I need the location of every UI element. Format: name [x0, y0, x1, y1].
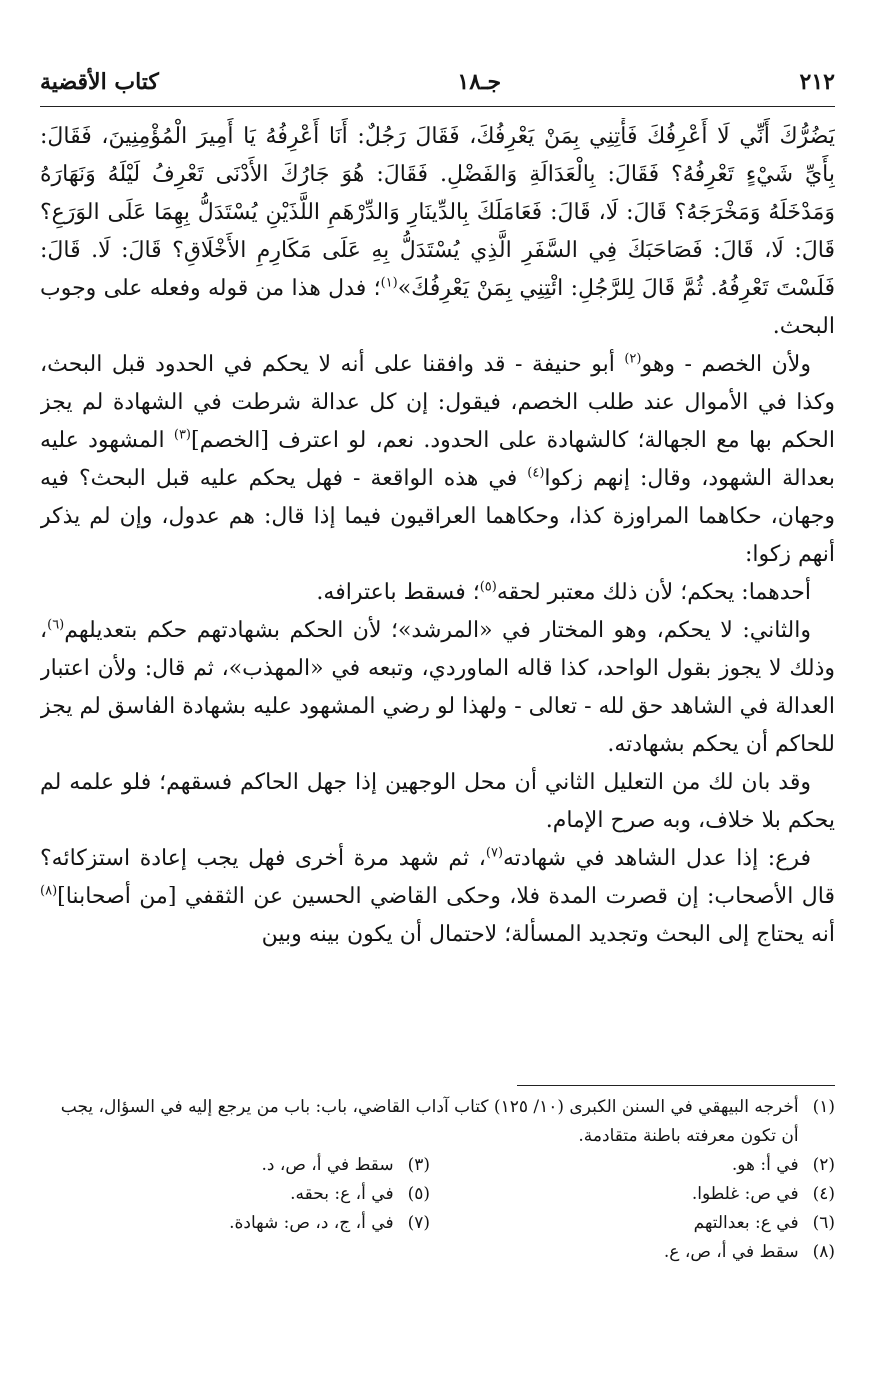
- footnote-text: أخرجه البيهقي في السنن الكبرى (١٠/ ١٢٥) كتاب آداب القاضي، باب: باب من يرجع إليه في السؤال، يجب أن تكون معرفته باطنة متقادمة.: [60, 1097, 799, 1146]
- running-header: [40, 58, 835, 107]
- paragraph-text: أبو حنيفة - قد وافقنا على أنه لا يحكم في الحدود قبل البحث، وكذا في الأموال عند طلب الخصم، فيقول: إن كل عدالة شرطت في الشهادة لم يجز الحكم بها مع الجهالة؛ كالشهادة على الحدود. نعم، لو اعترف [الخصم]: [40, 352, 835, 453]
- footnote-ref: (٦): [47, 617, 65, 633]
- hadith-text: يَضُرُّكَ أَنِّي لَا أَعْرِفُكَ فَأْتِنِي بِمَنْ يَعْرِفُكَ، فَقَالَ رَجُلٌ: أَنَا أَعْرِفُهُ يَا أَمِيرَ الْمُؤْمِنِينَ، فَقَالَ: بِأَيِّ شَيْءٍ تَعْرِفُهُ؟ فَقَالَ: بِالْعَدَالَةِ وَالفَضْلِ. فَقَالَ: هُوَ جَارُكَ الأَدْنَى تَعْرِفُ لَيْلَهُ وَنَهَارَهُ وَمَدْخَلَهُ وَمَخْرَجَهُ؟ قَالَ: لَا، قَالَ: فَعَامَلَكَ بِالدِّينَارِ وَالدِّرْهَمِ اللَّذَيْنِ يُسْتَدَلُّ بِهِمَا عَلَى الوَرَعِ؟ قَالَ: لَا، قَالَ: فَصَاحَبَكَ فِي السَّفَرِ الَّذِي يُسْتَدَلُّ بِهِ عَلَى مَكَارِمِ الأَخْلَاقِ؟ قَالَ: لَا. قَالَ: فَلَسْتَ تَعْرِفُهُ. ثُمَّ قَالَ لِلرَّجُلِ: ائْتِنِي بِمَنْ يَعْرِفُكَ»: [40, 124, 835, 301]
- paragraph-text: ؛ فسقط باعترافه.: [316, 580, 480, 605]
- footnote-1: [40, 1093, 835, 1151]
- footnote-7: [40, 1209, 430, 1238]
- footnote-number: (٣): [407, 1155, 430, 1175]
- footnote-4: [440, 1180, 835, 1209]
- footnote-text: سقط في أ، ص، ع.: [663, 1242, 799, 1262]
- footnote-divider: [517, 1085, 835, 1086]
- footnote-number: (٢): [812, 1155, 835, 1175]
- footnotes: [40, 1093, 835, 1267]
- footnote-ref: (٥): [479, 579, 497, 595]
- paragraph-text: وقد بان لك من التعليل الثاني أن محل الوجهين إذا جهل الحاكم فسقهم؛ فلو علمه لم يحكم بلا خلاف، وبه صرح الإمام.: [40, 770, 835, 833]
- footnote-ref: (٧): [485, 845, 504, 861]
- footnote-8: [440, 1238, 835, 1267]
- paragraph: [40, 612, 835, 764]
- main-text: [40, 118, 835, 1078]
- book-title: كتاب الأقضية: [40, 69, 159, 95]
- footnote-ref: (٤): [527, 465, 545, 481]
- page-number: ٢١٢: [799, 69, 835, 95]
- paragraph-text: فرع: إذا عدل الشاهد في شهادته: [503, 846, 812, 871]
- footnote-2: [440, 1151, 835, 1180]
- paragraph-text: ؛ فدل هذا من قوله وفعله على وجوب البحث.: [40, 276, 835, 339]
- footnote-text: في أ: هو.: [731, 1155, 799, 1175]
- footnote-ref: (٢): [624, 351, 642, 367]
- footnote-number: (٧): [407, 1213, 430, 1233]
- paragraph: [40, 840, 835, 954]
- footnote-number: (٤): [812, 1184, 835, 1204]
- volume-label: جـ١٨: [457, 69, 502, 95]
- paragraph-text: ، وذلك لا يجوز بقول الواحد، كذا قاله الماوردي، وتبعه في «المهذب»، ثم قال: ولأن اعتبار العدالة في الشاهد حق لله - تعالى - ولهذا لو رضي المشهود عليه بشهادة الفاسق لم يجز للحاكم أن يحكم بشهادته.: [40, 618, 835, 757]
- footnote-text: في ص: غلطوا.: [691, 1184, 799, 1204]
- footnote-6: [440, 1209, 835, 1238]
- footnote-5: [40, 1180, 430, 1209]
- paragraph-text: المشهود عليه بعدالة الشهود، وقال: إنهم زكوا: [40, 428, 835, 491]
- paragraph-text: أنه يحتاج إلى البحث وتجديد المسألة؛ لاحتمال أن يكون بينه وبين: [261, 922, 835, 947]
- paragraph-text: ولأن الخصم - وهو: [641, 352, 811, 377]
- paragraph: [40, 118, 835, 346]
- footnote-number: (٥): [407, 1184, 430, 1204]
- paragraph-text: والثاني: لا يحكم، وهو المختار في «المرشد»؛ لأن الحكم بشهادتهم حكم بتعديلهم: [64, 618, 811, 643]
- footnote-3: [40, 1151, 430, 1180]
- footnote-ref: (٣): [173, 427, 191, 443]
- paragraph: [40, 346, 835, 574]
- footnote-text: في ع: بعدالتهم: [693, 1213, 799, 1233]
- paragraph-text: أحدهما: يحكم؛ لأن ذلك معتبر لحقه: [496, 580, 811, 605]
- footnote-text: في أ، ج، د، ص: شهادة.: [229, 1213, 394, 1233]
- footnote-number: (١): [812, 1097, 835, 1117]
- paragraph: [40, 574, 835, 612]
- footnote-ref: (٨): [40, 883, 58, 899]
- footnote-number: (٨): [812, 1242, 835, 1262]
- paragraph-text: في هذه الواقعة - فهل يحكم عليه قبل البحث؟ فيه وجهان، حكاهما المراوزة كذا، وحكاهما العراقيون فيما إذا قال: هم عدول، وإن لم يذكر أنهم زكوا:: [40, 466, 835, 567]
- footnote-text: سقط في أ، ص، د.: [261, 1155, 394, 1175]
- footnote-number: (٦): [812, 1213, 835, 1233]
- footnote-text: في أ، ع: بحقه.: [290, 1184, 394, 1204]
- paragraph: [40, 764, 835, 840]
- footnote-ref: (١): [380, 275, 398, 291]
- footnote-grid: [40, 1151, 835, 1267]
- paragraph-text: ، ثم شهد مرة أخرى فهل يجب إعادة استزكائه؟ قال الأصحاب: إن قصرت المدة فلا، وحكى القاضي الحسين عن الثقفي [من أصحابنا]: [40, 846, 835, 909]
